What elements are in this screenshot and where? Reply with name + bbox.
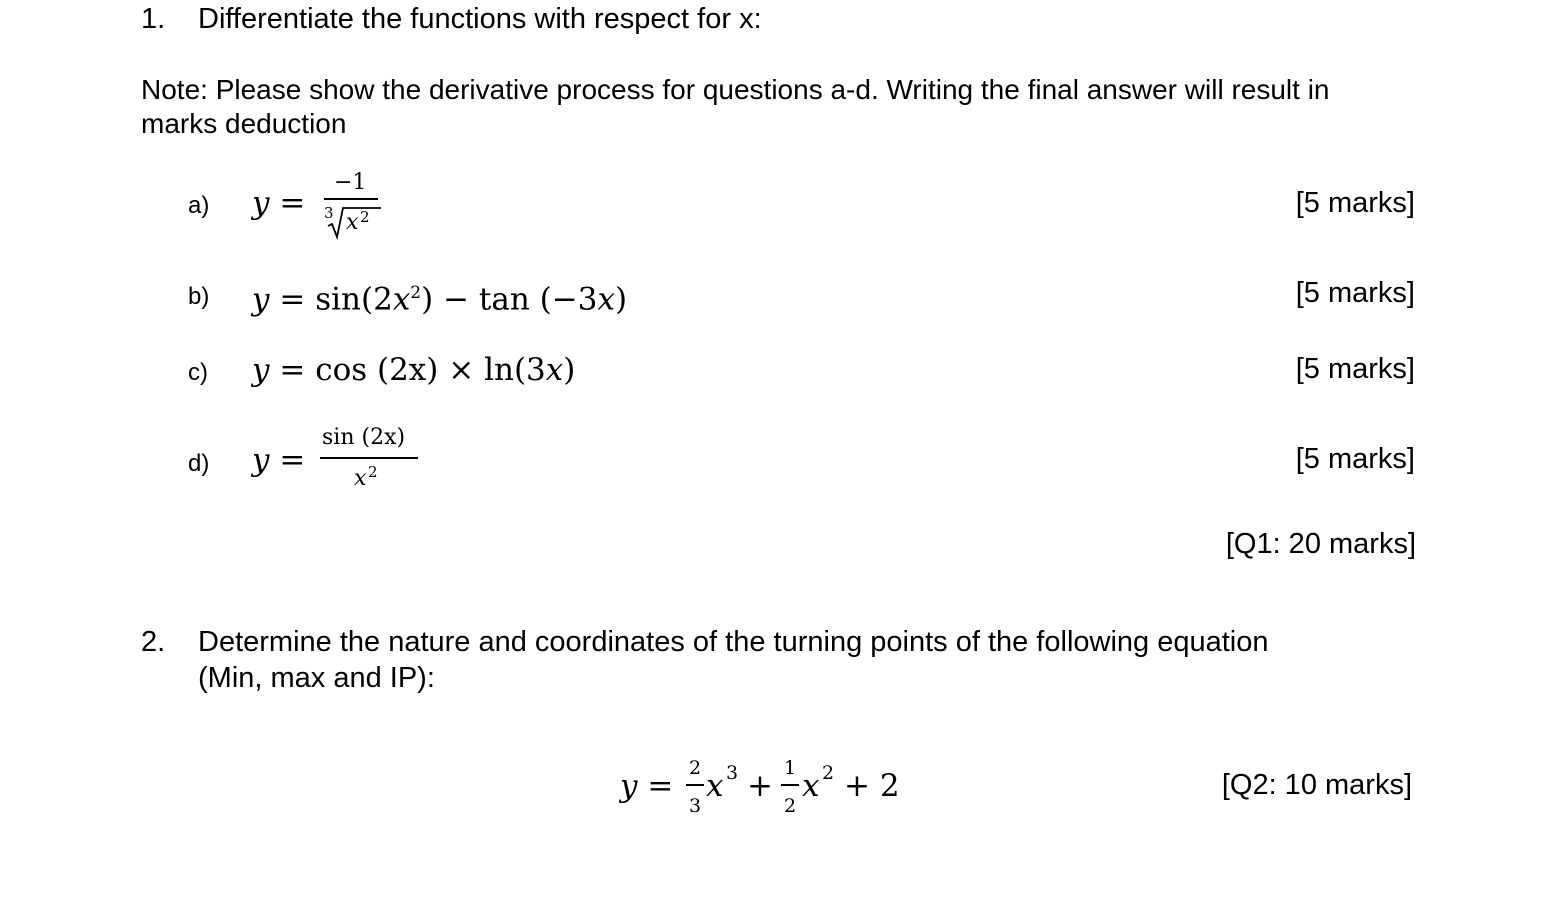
equation-a-lhs: y =: [252, 185, 306, 221]
equation-q2-frac2-bar: [781, 784, 799, 786]
q1-total-marks: [Q1: 20 marks]: [1225, 528, 1416, 560]
equation-d: [252, 420, 432, 500]
q2-title-line2: (Min, max and IP):: [198, 662, 435, 694]
equation-q2-term2-exponent: 2: [822, 762, 835, 784]
equation-d-numerator: sin (2x): [322, 425, 406, 450]
equation-c-body: cos (2x) × ln(3: [315, 352, 546, 388]
equation-c-x: x: [545, 352, 564, 388]
equation-b-x2: x: [597, 281, 615, 318]
equation-q2-term1-base: x: [706, 768, 724, 804]
equation-q2: [620, 752, 910, 822]
part-b-label: b): [188, 283, 210, 310]
equation-q2-term2-base: x: [802, 768, 820, 804]
equation-d-lhs: y =: [252, 442, 306, 478]
equation-c: [252, 352, 575, 388]
q2-number: 2.: [141, 626, 166, 658]
equation-q2-lhs: y =: [620, 768, 674, 804]
equation-q2-frac1-denominator: 3: [689, 795, 702, 817]
equation-b-sin: sin(2: [315, 281, 393, 318]
equation-c-close: ): [563, 352, 576, 388]
q1-note-line1: Note: Please show the derivative process for questions a-d. Writing the final answer will result in: [141, 74, 1330, 105]
equation-b-lhs: y =: [252, 281, 316, 318]
equation-b-close: ): [614, 281, 628, 318]
part-a-label: a): [188, 192, 210, 219]
equation-a-radicand-exponent: 2: [360, 208, 370, 226]
equation-a-radicand: x: [346, 210, 359, 235]
equation-d-denominator-exponent: 2: [368, 463, 378, 481]
part-b-marks: [5 marks]: [1295, 277, 1415, 309]
part-c-marks: [5 marks]: [1295, 353, 1415, 385]
equation-b-x: x: [392, 281, 411, 318]
equation-q2-frac2-denominator: 2: [784, 795, 797, 817]
q2-total-marks: [Q2: 10 marks]: [1221, 769, 1412, 801]
q1-note-line2: marks deduction: [141, 108, 347, 139]
equation-a-numerator: −1: [334, 170, 367, 195]
equation-q2-plus2: + 2: [844, 768, 900, 804]
part-c-label: c): [188, 359, 208, 386]
equation-b-exponent: 2: [410, 283, 422, 303]
part-a-marks: [5 marks]: [1295, 187, 1415, 219]
part-d-marks: [5 marks]: [1295, 443, 1415, 475]
equation-a-root-index: 3: [324, 204, 334, 222]
q1-number: 1.: [141, 3, 166, 35]
q1-title: Differentiate the functions with respect for x:: [198, 3, 762, 35]
equation-q2-frac1-numerator: 2: [689, 757, 702, 779]
equation-c-lhs: y =: [252, 352, 316, 388]
part-d-label: d): [188, 450, 210, 477]
q2-title-line1: Determine the nature and coordinates of the turning points of the following equation: [198, 626, 1269, 658]
equation-a: [252, 168, 392, 244]
equation-q2-term1-exponent: 3: [726, 762, 739, 784]
equation-q2-plus1: +: [747, 768, 773, 804]
equation-q2-frac2-numerator: 1: [784, 757, 797, 779]
equation-a-fraction-bar: [324, 198, 378, 200]
equation-q2-frac1-bar: [686, 784, 704, 786]
equation-d-denominator-base: x: [354, 466, 367, 491]
equation-b: [252, 275, 627, 317]
equation-d-fraction-bar: [320, 457, 418, 459]
equation-b-rest: ) − tan (−3: [421, 281, 598, 318]
